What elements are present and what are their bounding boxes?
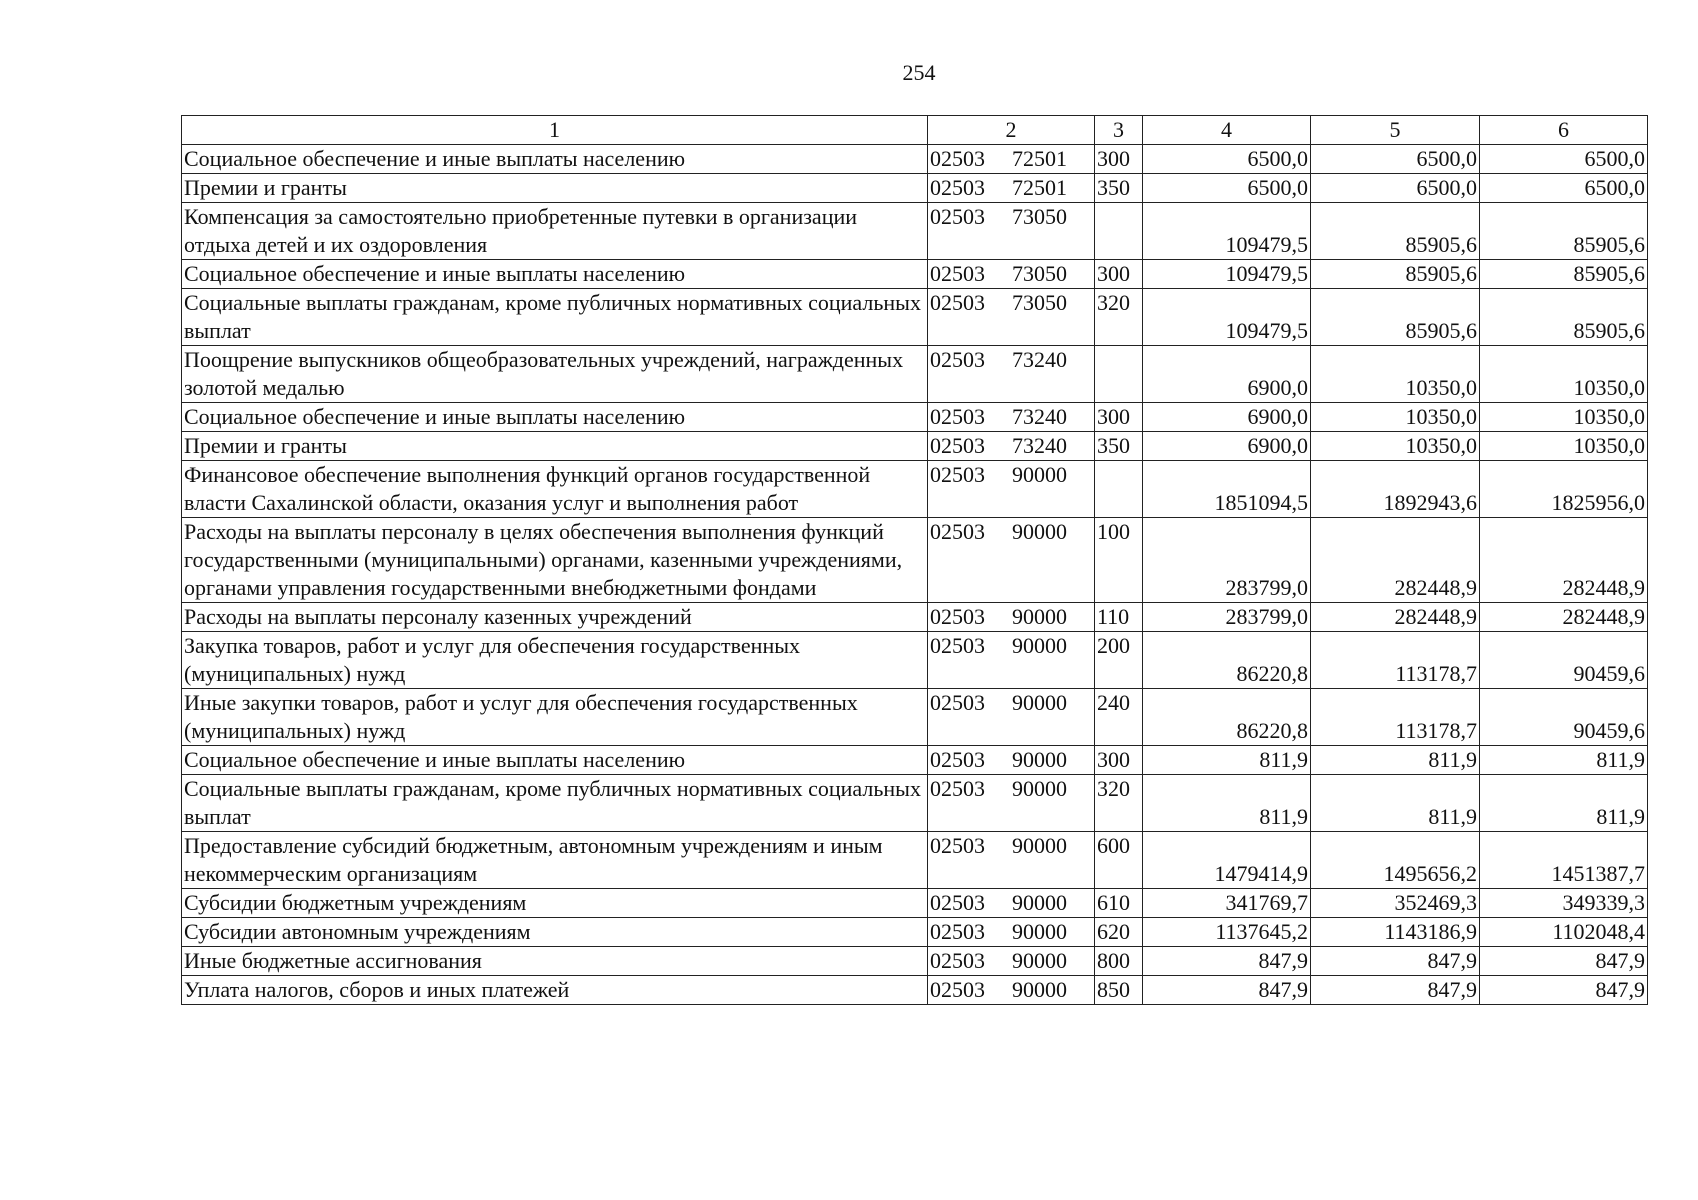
value-col-5: 811,9 [1311, 775, 1480, 832]
value-col-6: 85905,6 [1480, 203, 1648, 260]
value-col-5: 1143186,9 [1311, 918, 1480, 947]
code-part-2: 73240 [1012, 404, 1067, 429]
table-row [182, 976, 1648, 1005]
target-code-cell [928, 403, 1095, 432]
code-part-2: 73050 [1012, 290, 1067, 315]
value-col-6: 811,9 [1480, 746, 1648, 775]
value-col-4: 1479414,9 [1143, 832, 1311, 889]
column-header: 1 [182, 116, 928, 145]
value-col-6: 90459,6 [1480, 632, 1648, 689]
table-row [182, 346, 1648, 403]
row-name: Иные закупки товаров, работ и услуг для обеспечения государственных (муниципальных) нужд [182, 689, 928, 746]
column-header: 5 [1311, 116, 1480, 145]
code-part-1: 02503 [930, 433, 985, 458]
value-col-4: 6900,0 [1143, 346, 1311, 403]
value-col-4: 283799,0 [1143, 603, 1311, 632]
column-header: 4 [1143, 116, 1311, 145]
target-code-cell [928, 976, 1095, 1005]
value-col-6: 847,9 [1480, 947, 1648, 976]
target-code-cell [928, 289, 1095, 346]
target-code-cell [928, 346, 1095, 403]
table-row [182, 918, 1648, 947]
target-code-cell [928, 889, 1095, 918]
target-code-cell [928, 918, 1095, 947]
expense-type-code: 350 [1095, 432, 1143, 461]
expense-type-code: 850 [1095, 976, 1143, 1005]
value-col-4: 1851094,5 [1143, 461, 1311, 518]
table-row [182, 889, 1648, 918]
row-name: Премии и гранты [182, 174, 928, 203]
value-col-5: 282448,9 [1311, 603, 1480, 632]
target-code-cell [928, 461, 1095, 518]
value-col-6: 349339,3 [1480, 889, 1648, 918]
code-part-1: 02503 [930, 776, 985, 801]
value-col-5: 113178,7 [1311, 689, 1480, 746]
table-row [182, 432, 1648, 461]
code-part-1: 02503 [930, 404, 985, 429]
value-col-5: 282448,9 [1311, 518, 1480, 603]
target-code-cell [928, 947, 1095, 976]
code-part-2: 73050 [1012, 261, 1067, 286]
value-col-4: 811,9 [1143, 775, 1311, 832]
code-part-1: 02503 [930, 633, 985, 658]
table-row [182, 174, 1648, 203]
expense-type-code: 620 [1095, 918, 1143, 947]
row-name: Расходы на выплаты персоналу казенных учреждений [182, 603, 928, 632]
row-name: Финансовое обеспечение выполнения функций органов государственной власти Сахалинской области, оказания услуг и выполнения работ [182, 461, 928, 518]
code-part-1: 02503 [930, 261, 985, 286]
value-col-4: 6900,0 [1143, 432, 1311, 461]
budget-table [181, 115, 1648, 1005]
column-header: 6 [1480, 116, 1648, 145]
table-row [182, 403, 1648, 432]
value-col-5: 1892943,6 [1311, 461, 1480, 518]
target-code-cell [928, 203, 1095, 260]
code-part-1: 02503 [930, 519, 985, 544]
expense-type-code: 600 [1095, 832, 1143, 889]
table-row [182, 289, 1648, 346]
value-col-5: 6500,0 [1311, 145, 1480, 174]
value-col-5: 352469,3 [1311, 889, 1480, 918]
row-name: Социальные выплаты гражданам, кроме публичных нормативных социальных выплат [182, 775, 928, 832]
expense-type-code [1095, 461, 1143, 518]
value-col-4: 283799,0 [1143, 518, 1311, 603]
table-row [182, 947, 1648, 976]
row-name: Расходы на выплаты персоналу в целях обеспечения выполнения функций государственными (муниципальными) органами, казенными учреждениями, органами управления государственными внебюджетными фондами [182, 518, 928, 603]
value-col-4: 6500,0 [1143, 145, 1311, 174]
code-part-1: 02503 [930, 890, 985, 915]
code-part-1: 02503 [930, 690, 985, 715]
code-part-2: 90000 [1012, 604, 1067, 629]
code-part-2: 90000 [1012, 833, 1067, 858]
row-name: Компенсация за самостоятельно приобретенные путевки в организации отдыха детей и их оздоровления [182, 203, 928, 260]
value-col-4: 847,9 [1143, 947, 1311, 976]
row-name: Закупка товаров, работ и услуг для обеспечения государственных (муниципальных) нужд [182, 632, 928, 689]
value-col-6: 282448,9 [1480, 518, 1648, 603]
code-part-2: 90000 [1012, 919, 1067, 944]
code-part-1: 02503 [930, 146, 985, 171]
value-col-6: 10350,0 [1480, 432, 1648, 461]
target-code-cell [928, 632, 1095, 689]
expense-type-code: 200 [1095, 632, 1143, 689]
row-name: Премии и гранты [182, 432, 928, 461]
value-col-5: 1495656,2 [1311, 832, 1480, 889]
code-part-2: 90000 [1012, 462, 1067, 487]
target-code-cell [928, 145, 1095, 174]
code-part-2: 90000 [1012, 747, 1067, 772]
row-name: Поощрение выпускников общеобразовательных учреждений, награжденных золотой медалью [182, 346, 928, 403]
expense-type-code: 610 [1095, 889, 1143, 918]
value-col-4: 811,9 [1143, 746, 1311, 775]
value-col-6: 1825956,0 [1480, 461, 1648, 518]
value-col-4: 109479,5 [1143, 289, 1311, 346]
row-name: Социальное обеспечение и иные выплаты населению [182, 260, 928, 289]
value-col-6: 847,9 [1480, 976, 1648, 1005]
value-col-4: 847,9 [1143, 976, 1311, 1005]
expense-type-code: 240 [1095, 689, 1143, 746]
value-col-4: 109479,5 [1143, 203, 1311, 260]
table-row [182, 775, 1648, 832]
code-part-1: 02503 [930, 175, 985, 200]
code-part-1: 02503 [930, 204, 985, 229]
value-col-6: 6500,0 [1480, 145, 1648, 174]
code-part-2: 90000 [1012, 633, 1067, 658]
table-row [182, 603, 1648, 632]
expense-type-code: 320 [1095, 775, 1143, 832]
code-part-2: 90000 [1012, 690, 1067, 715]
row-name: Социальное обеспечение и иные выплаты населению [182, 746, 928, 775]
code-part-2: 90000 [1012, 948, 1067, 973]
table-row [182, 632, 1648, 689]
value-col-5: 85905,6 [1311, 260, 1480, 289]
table-row [182, 203, 1648, 260]
code-part-2: 73240 [1012, 347, 1067, 372]
expense-type-code [1095, 346, 1143, 403]
value-col-5: 6500,0 [1311, 174, 1480, 203]
table-row [182, 260, 1648, 289]
expense-type-code: 350 [1095, 174, 1143, 203]
value-col-5: 847,9 [1311, 947, 1480, 976]
value-col-4: 109479,5 [1143, 260, 1311, 289]
code-part-2: 72501 [1012, 146, 1067, 171]
value-col-4: 341769,7 [1143, 889, 1311, 918]
value-col-6: 10350,0 [1480, 346, 1648, 403]
column-header: 2 [928, 116, 1095, 145]
target-code-cell [928, 603, 1095, 632]
expense-type-code: 320 [1095, 289, 1143, 346]
value-col-6: 811,9 [1480, 775, 1648, 832]
table-row [182, 145, 1648, 174]
table-row [182, 832, 1648, 889]
expense-type-code: 300 [1095, 746, 1143, 775]
code-part-1: 02503 [930, 604, 985, 629]
target-code-cell [928, 518, 1095, 603]
expense-type-code: 300 [1095, 145, 1143, 174]
value-col-5: 113178,7 [1311, 632, 1480, 689]
value-col-5: 10350,0 [1311, 432, 1480, 461]
code-part-2: 90000 [1012, 977, 1067, 1002]
code-part-2: 90000 [1012, 890, 1067, 915]
table-row [182, 518, 1648, 603]
code-part-1: 02503 [930, 948, 985, 973]
value-col-4: 86220,8 [1143, 689, 1311, 746]
row-name: Социальное обеспечение и иные выплаты населению [182, 145, 928, 174]
code-part-1: 02503 [930, 347, 985, 372]
column-header: 3 [1095, 116, 1143, 145]
code-part-1: 02503 [930, 462, 985, 487]
code-part-2: 90000 [1012, 776, 1067, 801]
value-col-6: 1451387,7 [1480, 832, 1648, 889]
code-part-2: 72501 [1012, 175, 1067, 200]
code-part-1: 02503 [930, 977, 985, 1002]
code-part-1: 02503 [930, 833, 985, 858]
header-row [182, 116, 1648, 145]
table-row [182, 746, 1648, 775]
row-name: Субсидии бюджетным учреждениям [182, 889, 928, 918]
code-part-1: 02503 [930, 290, 985, 315]
target-code-cell [928, 832, 1095, 889]
code-part-1: 02503 [930, 747, 985, 772]
page-number: 254 [902, 60, 936, 85]
target-code-cell [928, 432, 1095, 461]
value-col-5: 847,9 [1311, 976, 1480, 1005]
value-col-6: 10350,0 [1480, 403, 1648, 432]
row-name: Иные бюджетные ассигнования [182, 947, 928, 976]
target-code-cell [928, 689, 1095, 746]
row-name: Субсидии автономным учреждениям [182, 918, 928, 947]
value-col-5: 10350,0 [1311, 403, 1480, 432]
row-name: Социальное обеспечение и иные выплаты населению [182, 403, 928, 432]
value-col-5: 85905,6 [1311, 203, 1480, 260]
value-col-6: 6500,0 [1480, 174, 1648, 203]
target-code-cell [928, 746, 1095, 775]
table-row [182, 689, 1648, 746]
value-col-4: 86220,8 [1143, 632, 1311, 689]
row-name: Предоставление субсидий бюджетным, автономным учреждениям и иным некоммерческим организациям [182, 832, 928, 889]
code-part-2: 90000 [1012, 519, 1067, 544]
expense-type-code: 110 [1095, 603, 1143, 632]
value-col-5: 10350,0 [1311, 346, 1480, 403]
code-part-2: 73050 [1012, 204, 1067, 229]
target-code-cell [928, 775, 1095, 832]
code-part-1: 02503 [930, 919, 985, 944]
value-col-6: 1102048,4 [1480, 918, 1648, 947]
row-name: Социальные выплаты гражданам, кроме публичных нормативных социальных выплат [182, 289, 928, 346]
expense-type-code: 300 [1095, 403, 1143, 432]
row-name: Уплата налогов, сборов и иных платежей [182, 976, 928, 1005]
value-col-4: 6500,0 [1143, 174, 1311, 203]
value-col-6: 90459,6 [1480, 689, 1648, 746]
table-row [182, 461, 1648, 518]
value-col-6: 282448,9 [1480, 603, 1648, 632]
expense-type-code [1095, 203, 1143, 260]
expense-type-code: 300 [1095, 260, 1143, 289]
value-col-4: 1137645,2 [1143, 918, 1311, 947]
value-col-6: 85905,6 [1480, 260, 1648, 289]
value-col-5: 811,9 [1311, 746, 1480, 775]
target-code-cell [928, 260, 1095, 289]
value-col-6: 85905,6 [1480, 289, 1648, 346]
expense-type-code: 800 [1095, 947, 1143, 976]
value-col-5: 85905,6 [1311, 289, 1480, 346]
value-col-4: 6900,0 [1143, 403, 1311, 432]
expense-type-code: 100 [1095, 518, 1143, 603]
target-code-cell [928, 174, 1095, 203]
code-part-2: 73240 [1012, 433, 1067, 458]
